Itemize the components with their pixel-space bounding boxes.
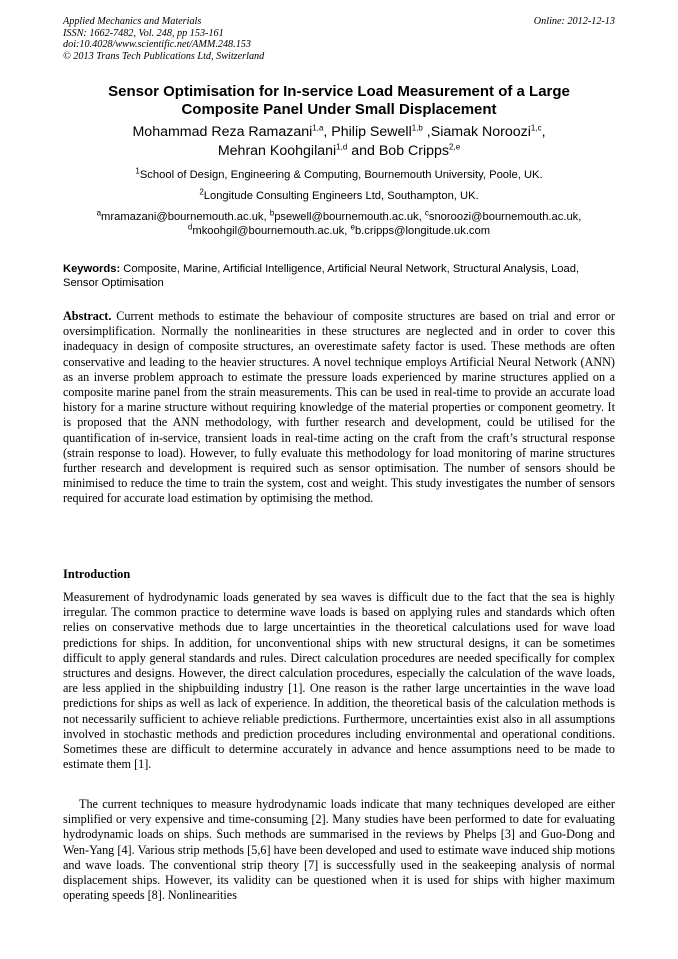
author-mark: 1,b	[411, 123, 423, 133]
author-line-2	[63, 142, 615, 161]
email-mark: b	[269, 208, 275, 218]
author-list	[63, 123, 615, 160]
introduction-paragraph-1: Measurement of hydrodynamic loads generated by sea waves is difficult due to the fact that the sea is highly irregular. The common practice to determine wave loads is based on applying rules and standards which often relies on conservative methods due to large uncertainties in the theoretical calculations used for wave load predictions for ships. In addition, for unconventional ships with new structural designs, it can be sometimes difficult to apply general standards and rules. Direct calculation procedures are needed specifically for complex structures and designs. However, the direct calculation procedures, especially the calculation of the wave loads, are less applied in the shipbuilding industry [1]. One reason is the rather large uncertainties in the wave load predictions for ships as well as lack of experience. In addition, the theoretical basis of the calculation methods is not necessarily sufficient to achieve reliable predictions. Furthermore, uncertainties exist also in all assumptions involved in stochastic methods and prediction procedures including environmental and operational conditions. Sometimes these are difficult to determine accurately in advance and hence assumptions need to be made to estimate them [1].	[63, 590, 615, 772]
email-address: b.cripps@longitude.uk.com	[354, 225, 491, 237]
abstract	[63, 309, 615, 507]
author-name: Mehran Koohgilani	[217, 142, 337, 159]
doi-line: doi:10.4028/www.scientific.net/AMM.248.153	[63, 39, 251, 51]
affiliation-mark: 2	[199, 187, 204, 197]
email-mark: c	[424, 208, 429, 218]
paper-title	[63, 83, 615, 119]
copyright-line: © 2013 Trans Tech Publications Ltd, Switzerland	[63, 50, 265, 62]
author-mark: 2,e	[449, 141, 461, 151]
email-list	[63, 210, 615, 238]
affiliation-1	[63, 168, 615, 182]
author-name: Mohammad Reza Ramazani	[132, 124, 313, 140]
email-mark: d	[187, 222, 193, 232]
introduction-paragraph-2: The current techniques to measure hydrodynamic loads indicate that many techniques developed are either simplified or very expensive and time-consuming [2]. Many studies have been performed to date for evaluating hydrodynamic loads on ships. Such methods are summarised in the reviews by Phelps [3] and Guo-Dong and Wen-Yang [4]. Various strip methods [5,6] have been developed and used to estimate wave induced ship motions and wave loads. The conventional strip theory [7] is successfully used in the seakeeping analysis of normal displacement ships. However, its validity can be questioned when it is used for ships with higher maximum operating speeds [8]. Nonlinearities	[63, 797, 615, 903]
email-address: mramazani@bournemouth.ac.uk,	[101, 211, 270, 223]
affiliation-text: School of Design, Engineering & Computing, Bournemouth University, Poole, UK.	[139, 169, 543, 181]
email-address: snoroozi@bournemouth.ac.uk,	[428, 211, 582, 223]
author-name: , Philip Sewell	[323, 124, 412, 140]
author-name: and Bob Cripps	[347, 142, 450, 159]
abstract-label: Abstract.	[63, 309, 112, 323]
author-name: ,Siamak Noroozi	[422, 124, 531, 140]
author-mark: 1,d	[336, 141, 348, 151]
journal-name: Applied Mechanics and Materials	[63, 16, 202, 27]
email-address: psewell@bournemouth.ac.uk,	[274, 211, 425, 223]
affiliation-text: Longitude Consulting Engineers Ltd, Southampton, UK.	[203, 190, 479, 202]
author-mark: 1,a	[312, 123, 324, 133]
keywords-label: Keywords:	[63, 263, 121, 275]
email-mark: a	[96, 208, 102, 218]
email-address: mkoohgil@bournemouth.ac.uk,	[192, 225, 351, 237]
keywords-text: Composite, Marine, Artificial Intelligence, Artificial Neural Network, Structural Analysis, Load, Sensor Optimisation	[63, 263, 580, 290]
abstract-text: Current methods to estimate the behaviour of composite structures are based on trial and error or oversimplification. Normally the nonlinearities in these structures are neglected and in order to cover this inadequacy in design of composite structures, an overestimate safety factor is used. These methods are often conservative and leading to the heavier structures. A novel technique employs Artificial Neural Network (ANN) as an inverse problem approach to estimate the pressure loads experienced by marine structures applied on a composite marine panel from the strain measurements. This can be used in real-time to provide an accurate load history for a marine structure without requiring knowledge of the material properties or component geometry. It is proposed that the ANN methodology, with further research and development, could be utilised for the quantification of in-service, transient loads in real-time acting on the craft from the craft’s structural response (strain response to load). However, to fully evaluate this methodology for load monitoring of marine structures further research and development is required such as sensor optimisation. The number of sensors should be minimised to reduce the time to train the system, cost and weight. This study investigates the number of sensors required for accurate load estimation by optimising the method.	[63, 309, 615, 506]
email-line-2	[63, 224, 615, 238]
keywords	[63, 262, 615, 291]
author-mark: 1,c	[530, 123, 542, 133]
issn-line: ISSN: 1662-7482, Vol. 248, pp 153-161	[63, 27, 224, 39]
journal-header	[63, 16, 615, 62]
online-date: Online: 2012-12-13	[533, 16, 615, 27]
author-line-1	[63, 123, 615, 142]
affiliation-mark: 1	[135, 166, 140, 176]
email-mark: e	[350, 222, 355, 232]
affiliation-2	[63, 189, 615, 203]
section-heading-introduction: Introduction	[63, 567, 131, 581]
author-separator: ,	[541, 124, 546, 140]
title-line-1: Sensor Optimisation for In-service Load Measurement of a Large	[108, 83, 570, 100]
email-line-1	[63, 210, 615, 224]
title-line-2: Composite Panel Under Small Displacement	[181, 101, 497, 118]
